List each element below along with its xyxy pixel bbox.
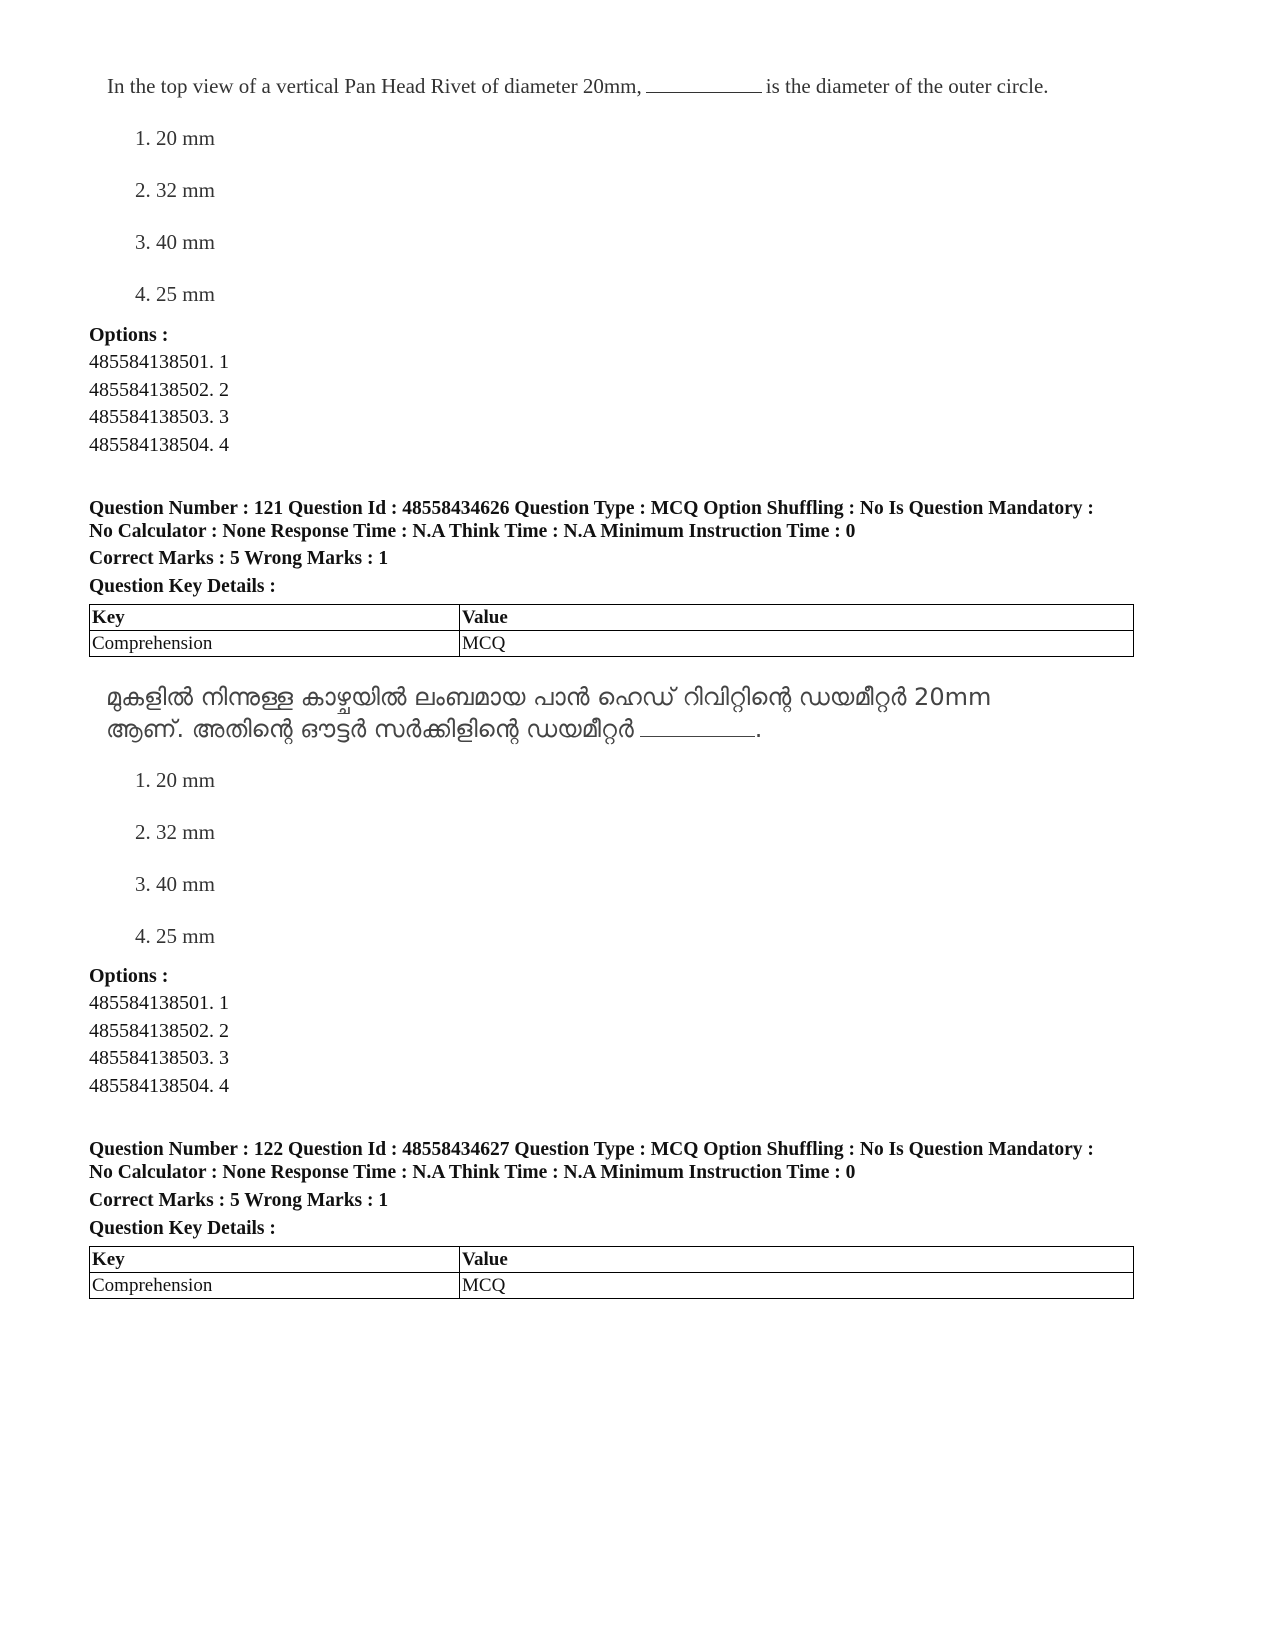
- question-stem: [107, 74, 1049, 99]
- table-header-value: Value: [460, 605, 1134, 631]
- table-header-row: [90, 1247, 1134, 1273]
- key-details-table: [89, 1246, 1134, 1299]
- key-details-heading: Question Key Details :: [89, 1218, 276, 1239]
- key-details-table: [89, 604, 1134, 657]
- answer-blank: [640, 716, 755, 737]
- choice-2: 2. 32 mm: [135, 178, 215, 202]
- choice-1: 1. 20 mm: [135, 768, 215, 792]
- table-header-value: Value: [460, 1247, 1134, 1273]
- option-id-4: 485584138504. 4: [89, 434, 229, 456]
- table-header-row: [90, 605, 1134, 631]
- option-id-2: 485584138502. 2: [89, 1020, 229, 1042]
- answer-blank: [646, 74, 762, 93]
- question-meta-line2: No Calculator : None Response Time : N.A Think Time : N.A Minimum Instruction Time : 0: [89, 521, 856, 542]
- question-meta-line1: Question Number : 121 Question Id : 48558434626 Question Type : MCQ Option Shuffling : No Is Question Mandatory :: [89, 498, 1094, 519]
- option-id-1: 485584138501. 1: [89, 992, 229, 1014]
- table-header-key: Key: [90, 605, 460, 631]
- choice-4: 4. 25 mm: [135, 924, 215, 948]
- choice-1: 1. 20 mm: [135, 126, 215, 150]
- options-heading: Options :: [89, 965, 169, 987]
- stem-end: .: [754, 715, 763, 743]
- table-cell-key: Comprehension: [90, 1273, 460, 1299]
- table-cell-value: MCQ: [460, 1273, 1134, 1299]
- marks-line: Correct Marks : 5 Wrong Marks : 1: [89, 548, 389, 569]
- options-heading: Options :: [89, 324, 169, 346]
- marks-line: Correct Marks : 5 Wrong Marks : 1: [89, 1190, 389, 1211]
- stem-after: is the diameter of the outer circle.: [765, 74, 1049, 98]
- table-row: [90, 631, 1134, 657]
- choice-3: 3. 40 mm: [135, 230, 215, 254]
- stem-line-2: [106, 713, 991, 745]
- stem-line-2-text: ആണ്. അതിന്റെ ഔട്ടർ സർക്കിളിന്റെ ഡയമീറ്റർ: [106, 715, 634, 743]
- question-meta-line1: Question Number : 122 Question Id : 48558434627 Question Type : MCQ Option Shuffling : No Is Question Mandatory :: [89, 1139, 1094, 1160]
- choice-3: 3. 40 mm: [135, 872, 215, 896]
- stem-before: In the top view of a vertical Pan Head Rivet of diameter 20mm,: [107, 74, 642, 98]
- key-details-heading: Question Key Details :: [89, 576, 276, 597]
- option-id-3: 485584138503. 3: [89, 406, 229, 428]
- malayalam-question-stem: [106, 681, 991, 745]
- table-row: [90, 1273, 1134, 1299]
- stem-line-1: മുകളിൽ നിന്നുള്ള കാഴ്ചയിൽ ലംബമായ പാൻ ഹെഡ് റിവിറ്റിന്റെ ഡയമീറ്റർ 20mm: [106, 683, 992, 711]
- table-cell-value: MCQ: [460, 631, 1134, 657]
- option-id-1: 485584138501. 1: [89, 351, 229, 373]
- option-id-3: 485584138503. 3: [89, 1047, 229, 1069]
- table-header-key: Key: [90, 1247, 460, 1273]
- option-id-2: 485584138502. 2: [89, 379, 229, 401]
- choice-4: 4. 25 mm: [135, 282, 215, 306]
- choice-2: 2. 32 mm: [135, 820, 215, 844]
- table-cell-key: Comprehension: [90, 631, 460, 657]
- question-meta-line2: No Calculator : None Response Time : N.A Think Time : N.A Minimum Instruction Time : 0: [89, 1162, 856, 1183]
- option-id-4: 485584138504. 4: [89, 1075, 229, 1097]
